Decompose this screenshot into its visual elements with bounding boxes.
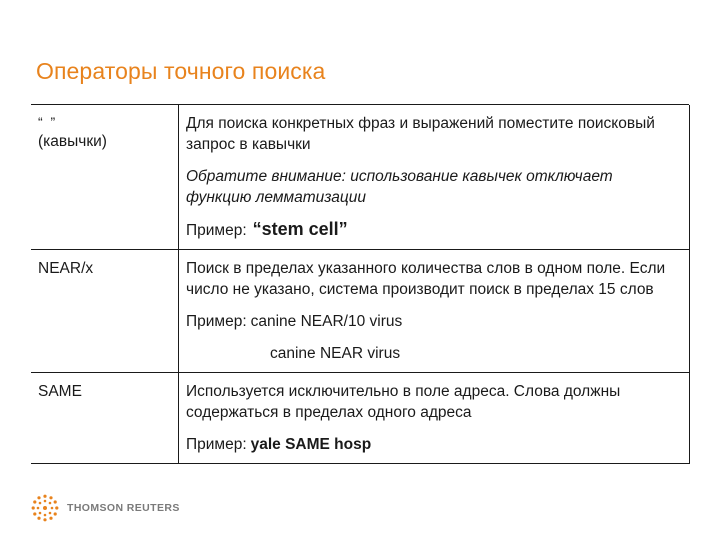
example-line <box>186 434 679 455</box>
table-row <box>31 105 690 250</box>
operators-table <box>31 105 690 464</box>
description-cell <box>179 373 690 464</box>
description-cell <box>179 250 690 373</box>
example-label: Пример: <box>186 436 247 453</box>
brand-name: THOMSON REUTERS <box>67 502 180 514</box>
operator-name: NEAR/x <box>38 260 94 277</box>
operator-cell <box>31 373 179 464</box>
operator-description: Используется исключительно в поле адреса. Слова должны содержаться в пределах одного адреса <box>186 383 621 421</box>
brand-logo <box>31 494 180 522</box>
description-cell <box>179 105 690 250</box>
operator-description: Поиск в пределах указанного количества слов в одном поле. Если число не указано, система производит поиск в пределах 15 слов <box>186 260 666 298</box>
table-row <box>31 250 690 373</box>
operator-name: (кавычки) <box>38 133 107 150</box>
operator-cell <box>31 250 179 373</box>
example-line <box>186 311 679 332</box>
page-title: Операторы точного поиска <box>36 58 326 84</box>
example-value: canine NEAR/10 virus <box>250 313 403 330</box>
example-line <box>186 219 679 241</box>
example-label: Пример: <box>186 222 247 239</box>
operator-description: Для поиска конкретных фраз и выражений поместите поисковый запрос в кавычки <box>186 115 655 153</box>
thomson-reuters-logo-icon <box>31 494 59 522</box>
example-label: Пример: <box>186 313 247 330</box>
operator-name: SAME <box>38 383 82 400</box>
operator-note: Обратите внимание: использование кавычек отключает функцию лемматизации <box>186 168 613 206</box>
example-value: yale SAME hosp <box>250 436 372 453</box>
example-line-2: canine NEAR virus <box>270 345 401 362</box>
operator-cell <box>31 105 179 250</box>
table-row <box>31 373 690 464</box>
quotes-symbol: “ ” <box>38 114 58 130</box>
example-value: “stem cell” <box>252 219 348 239</box>
